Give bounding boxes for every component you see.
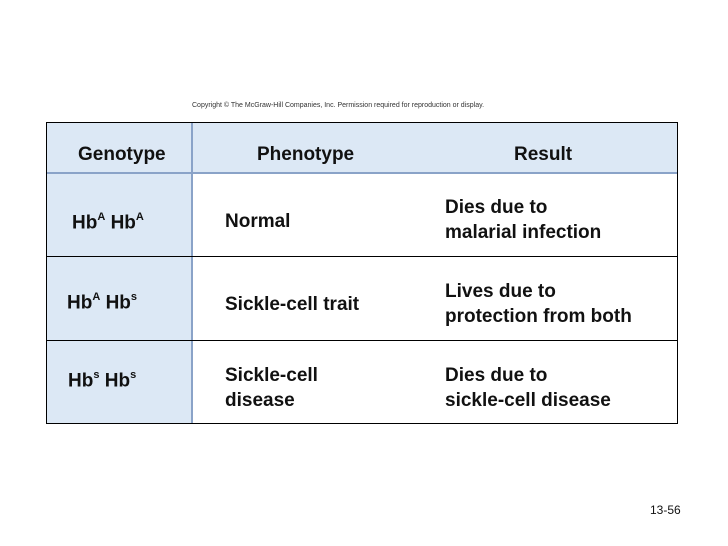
header-genotype: Genotype [78,144,166,165]
allele-2-base: Hb [104,370,131,392]
result-line-1: Dies due to [445,197,548,218]
phenotype-line-1: Sickle-cell [225,365,318,386]
genotype-column-divider [191,123,193,423]
genotype-phenotype-table [46,122,678,424]
table-row-1-result [445,195,601,245]
allele-2-base: Hb [110,212,136,234]
header-result: Result [514,144,573,165]
allele-1-base: Hb [68,370,94,392]
allele-1-base: Hb [67,292,93,314]
allele-1-superscript: s [93,369,100,381]
allele-1-superscript: A [92,291,101,303]
table-row-1-genotype [72,212,144,234]
table-row-3-genotype [68,370,136,392]
row-divider-1 [47,256,677,257]
phenotype-line-2: disease [225,390,295,411]
table-row-2-phenotype [225,292,359,317]
page-number: 13-56 [650,503,681,517]
header-divider [47,172,677,174]
table-row-3-result [445,363,611,413]
result-line-2: malarial infection [445,222,602,243]
allele-1-superscript: A [97,211,106,223]
copyright-notice: Copyright © The McGraw-Hill Companies, Inc. Permission required for reproduction or display. [192,102,485,109]
result-line-2: protection from both [445,306,632,327]
allele-2-superscript: s [130,291,138,303]
allele-2-superscript: A [135,211,144,223]
table-row-3-phenotype [225,363,318,413]
result-line-1: Lives due to [445,281,556,302]
phenotype-line-1: Normal [225,211,291,232]
row-divider-2 [47,340,677,341]
allele-2-base: Hb [105,292,131,314]
result-line-2: sickle-cell disease [445,390,611,411]
phenotype-line-1: Sickle-cell trait [225,294,360,315]
table-row-1-phenotype [225,209,290,234]
result-line-1: Dies due to [445,365,548,386]
allele-2-superscript: s [130,369,137,381]
allele-1-base: Hb [72,212,98,234]
header-phenotype: Phenotype [257,144,355,165]
table-row-2-genotype [67,292,137,314]
table-row-2-result [445,279,632,329]
